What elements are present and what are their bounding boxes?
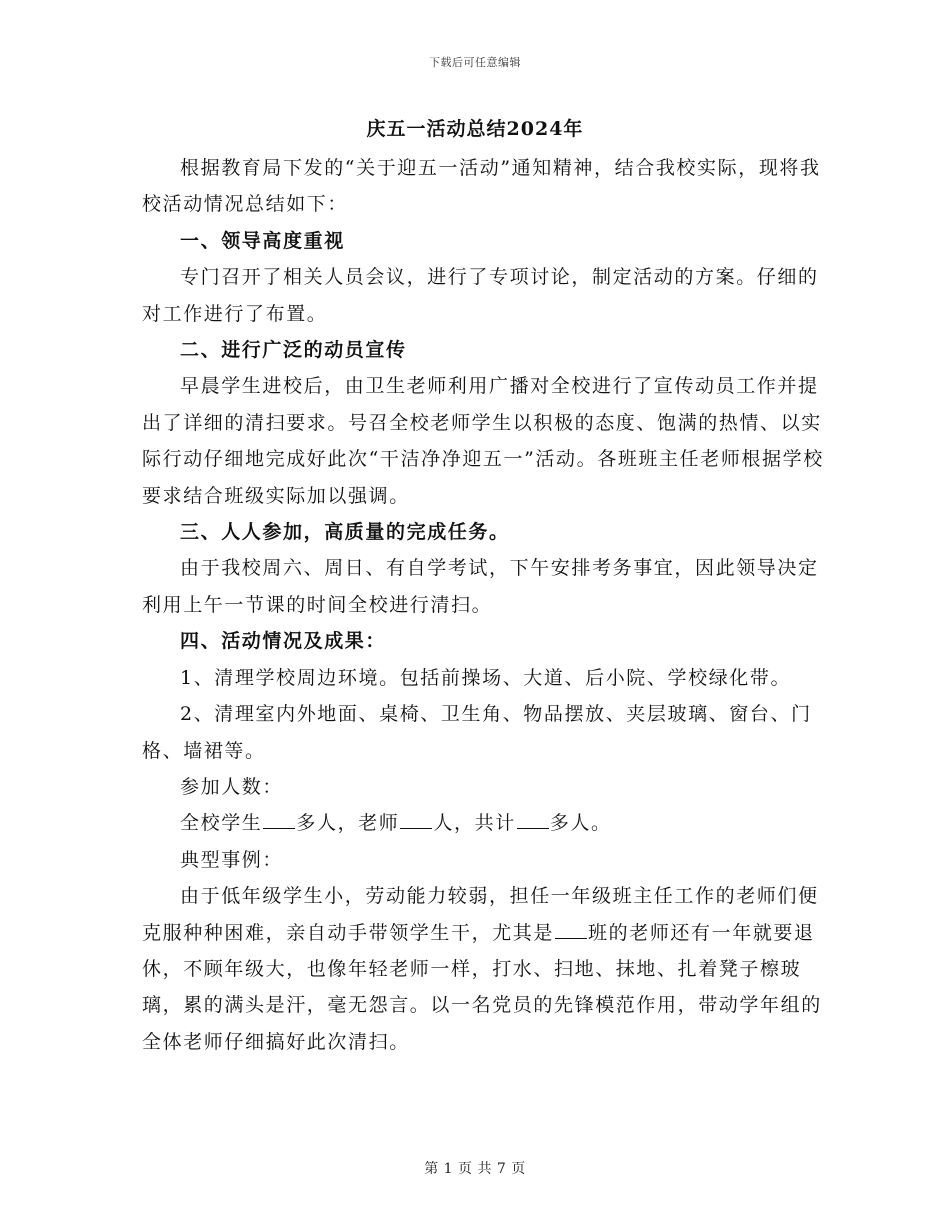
participants-part-1: 全校学生 <box>180 812 263 835</box>
teachers-count-blank <box>400 810 432 829</box>
document-body <box>142 150 826 1060</box>
intro-paragraph: 根据教育局下发的“关于迎五一活动”通知精神，结合我校实际，现将我校活动情况总结如下： <box>142 157 821 216</box>
class-name-blank <box>555 920 587 939</box>
example-text-before-blank: 由于低年级学生小，劳动能力较弱，担任一年级班主任工作的老师们便克服种种困难，亲自动手带领学生干，尤其是 <box>142 885 819 944</box>
participants-part-3: 人，共计 <box>433 812 516 835</box>
participants-part-2: 多人，老师 <box>296 812 400 835</box>
section-1-heading: 一、领导高度重视 <box>180 229 345 252</box>
example-label: 典型事例： <box>180 848 284 871</box>
section-4-heading: 四、活动情况及成果： <box>180 630 387 653</box>
total-count-blank <box>517 810 549 829</box>
students-count-blank <box>263 810 295 829</box>
page-number: 第 1 页 共 7 页 <box>424 1161 526 1177</box>
example-text-after-blank: 班的老师还有一年就要退休，不顾年级大，也像年轻老师一样，打水、扫地、抹地、扎着凳子檫玻璃，累的满头是汗，毫无怨言。以一名党员的先锋模范作用，带动学年组的全体老师仔细搞好此次清扫。 <box>142 921 822 1053</box>
section-2-body: 早晨学生进校后，由卫生老师利用广播对全校进行了宣传动员工作并提出了详细的清扫要求。号召全校老师学生以积极的态度、饱满的热情、以实际行动仔细地完成好此次“干洁净净迎五一”活动。各班班主任老师根据学校要求结合班级实际加以强调。 <box>142 375 824 507</box>
section-2-heading: 二、进行广泛的动员宣传 <box>180 339 407 362</box>
section-1-body: 专门召开了相关人员会议，进行了专项讨论，制定活动的方案。仔细的对工作进行了布置。 <box>142 266 819 325</box>
section-4-item-1: 1、清理学校周边环境。包括前操场、大道、后小院、学校绿化带。 <box>180 666 792 689</box>
document-title: 庆五一活动总结2024年 <box>366 118 584 140</box>
participants-label: 参加人数： <box>180 775 284 798</box>
section-4-item-2: 2、清理室内外地面、桌椅、卫生角、物品摆放、夹层玻璃、窗台、门格、墙裙等。 <box>142 703 812 762</box>
participants-part-4: 多人。 <box>549 812 612 835</box>
participants-line <box>142 805 826 841</box>
section-3-heading: 三、人人参加，高质量的完成任务。 <box>180 521 510 544</box>
header-note: 下载后可任意编辑 <box>429 56 521 69</box>
example-paragraph <box>142 878 826 1060</box>
section-3-body: 由于我校周六、周日、有自学考试，下午安排考务事宜，因此领导决定利用上午一节课的时间全校进行清扫。 <box>142 557 819 616</box>
